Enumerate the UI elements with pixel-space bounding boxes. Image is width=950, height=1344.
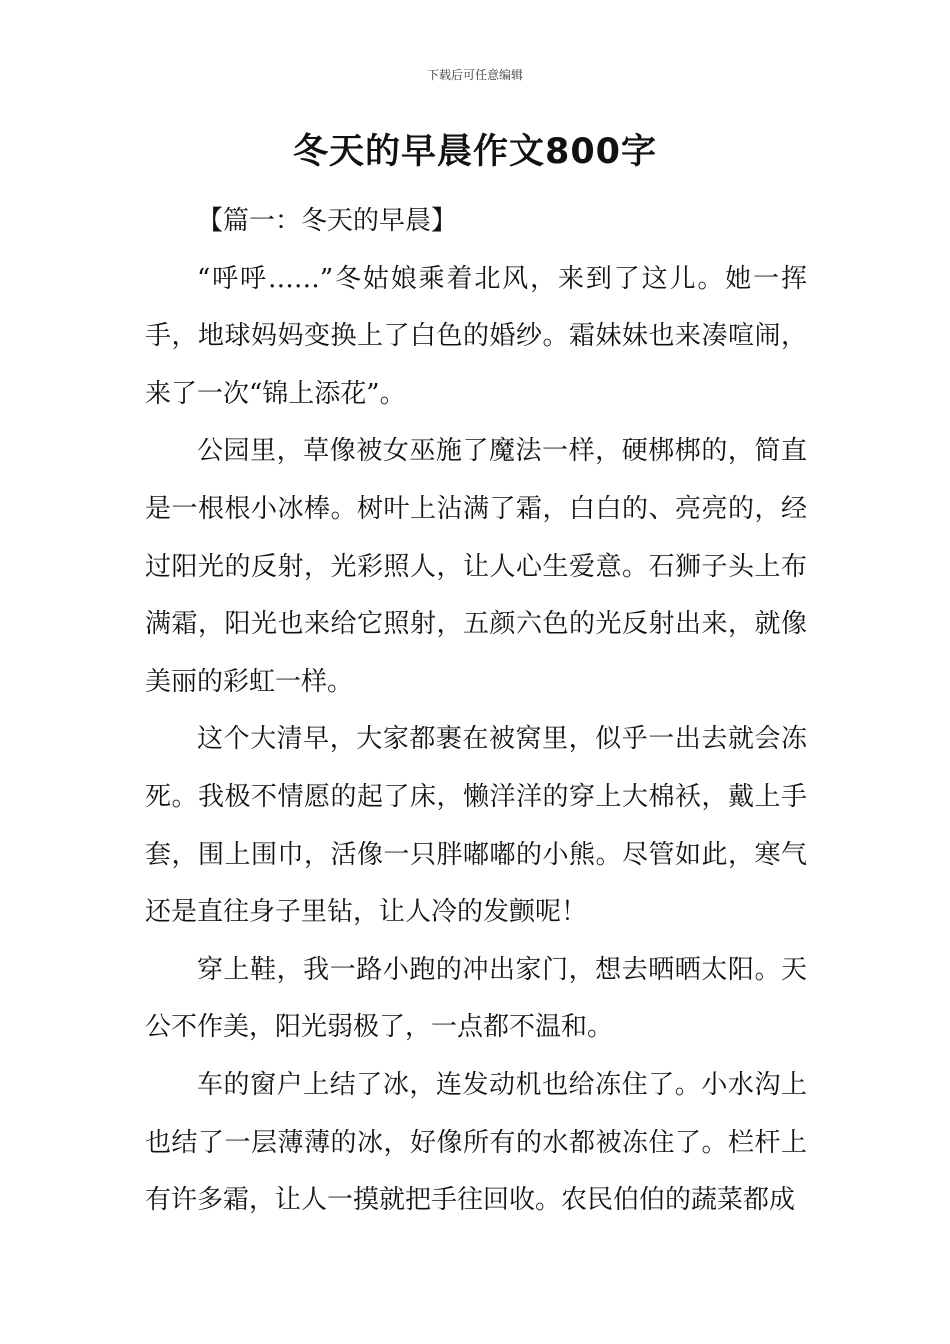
paragraph-3: 这个大清早，大家都裹在被窝里，似乎一出去就会冻死。我极不情愿的起了床，懒洋洋的穿上大棉袄，戴上手套，围上围巾，活像一只胖嘟嘟的小熊。尽管如此，寒气还是直往身子里钻，让人冷的发颤呢！ — [145, 724, 807, 928]
paragraph-1: “呼呼……”冬姑娘乘着北风，来到了这儿。她一挥手，地球妈妈变换上了白色的婚纱。霜妹妹也来凑喧闹，来了一次“锦上添花”。 — [145, 263, 807, 409]
paragraph-5: 车的窗户上结了冰，连发动机也给冻住了。小水沟上也结了一层薄薄的冰，好像所有的水都被冻住了。栏杆上有许多霜，让人一摸就把手往回收。农民伯伯的蔬菜都成 — [145, 1069, 807, 1216]
document-body — [145, 193, 807, 1230]
header-note: 下载后可任意编辑 — [426, 68, 523, 82]
document-title: 冬天的早晨作文800字 — [292, 132, 658, 172]
paragraph-4: 穿上鞋，我一路小跑的冲出家门，想去晒晒太阳。天公不作美，阳光弱极了，一点都不温和。 — [145, 954, 807, 1043]
section-heading: 【篇一：冬天的早晨】 — [197, 206, 458, 236]
paragraph-2: 公园里，草像被女巫施了魔法一样，硬梆梆的，简直是一根根小冰棒。树叶上沾满了霜，白白的、亮亮的，经过阳光的反射，光彩照人，让人心生爱意。石狮子头上布满霜，阳光也来给它照射，五颜六色的光反射出来，就像美丽的彩虹一样。 — [145, 436, 807, 697]
